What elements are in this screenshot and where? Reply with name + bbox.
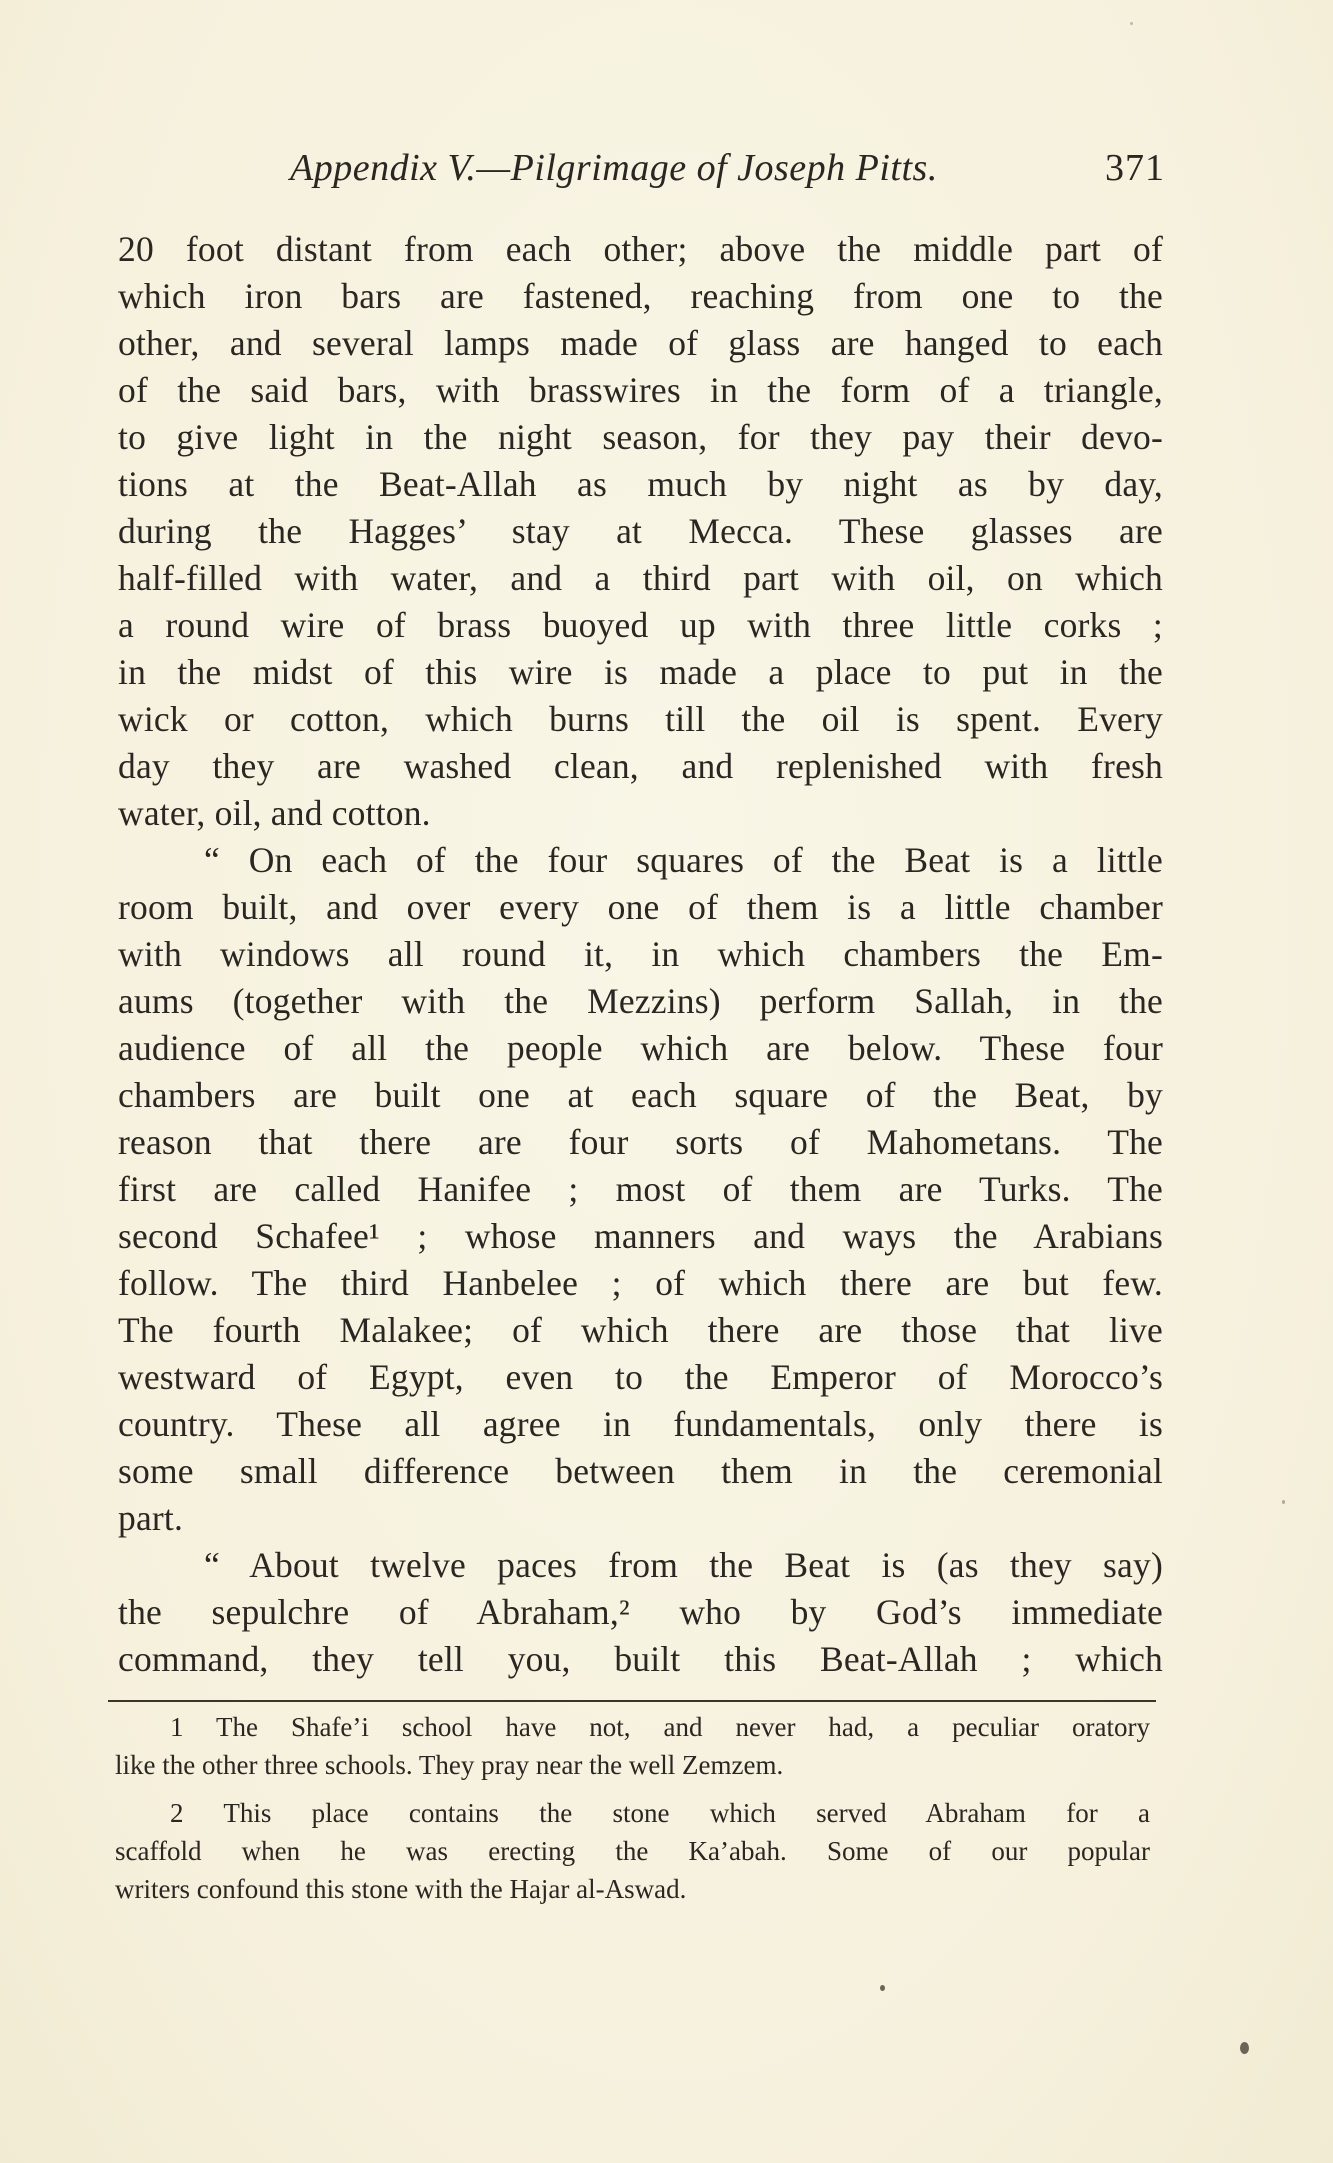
- text-line: some small difference between them in the ceremonial: [118, 1451, 1163, 1491]
- text-line: “ On each of the four squares of the Beat is a little: [204, 840, 1163, 880]
- footnotes: [115, 1708, 1150, 1908]
- text-line: other, and several lamps made of glass are hanged to each: [118, 323, 1163, 363]
- text-line: with windows all round it, in which chambers the Em-: [118, 934, 1163, 974]
- text-line: water, oil, and cotton.: [118, 793, 431, 833]
- ink-speck: [1240, 2042, 1249, 2054]
- text-line: westward of Egypt, even to the Emperor of Morocco’s: [118, 1357, 1163, 1397]
- text-line: tions at the Beat-Allah as much by night as by day,: [118, 464, 1163, 504]
- footnote-line: like the other three schools. They pray near the well Zemzem.: [115, 1750, 784, 1780]
- running-head: [120, 146, 1165, 196]
- text-line: part.: [118, 1498, 184, 1538]
- text-line: in the midst of this wire is made a place to put in the: [118, 652, 1163, 692]
- footnote-line: 2 This place contains the stone which served Abraham for a: [170, 1798, 1150, 1828]
- text-line: a round wire of brass buoyed up with three little corks ;: [118, 605, 1163, 645]
- footnote-line: writers confound this stone with the Hajar al-Aswad.: [115, 1874, 687, 1904]
- text-line: wick or cotton, which burns till the oil is spent. Every: [118, 699, 1163, 739]
- text-line: command, they tell you, built this Beat-Allah ; which: [118, 1639, 1163, 1679]
- text-line: second Schafee¹ ; whose manners and ways the Arabians: [118, 1216, 1163, 1256]
- text-line: first are called Hanifee ; most of them are Turks. The: [118, 1169, 1163, 1209]
- text-line: during the Hagges’ stay at Mecca. These glasses are: [118, 511, 1163, 551]
- text-line: the sepulchre of Abraham,² who by God’s immediate: [118, 1592, 1163, 1632]
- text-line: country. These all agree in fundamentals, only there is: [118, 1404, 1163, 1444]
- body-text: [118, 226, 1163, 1683]
- text-line: audience of all the people which are below. These four: [118, 1028, 1163, 1068]
- text-line: which iron bars are fastened, reaching from one to the: [118, 276, 1163, 316]
- text-line: half-filled with water, and a third part with oil, on which: [118, 558, 1163, 598]
- footnote-line: 1 The Shafe’i school have not, and never had, a peculiar oratory: [170, 1712, 1150, 1742]
- text-line: reason that there are four sorts of Mahometans. The: [118, 1122, 1163, 1162]
- text-line: day they are washed clean, and replenished with fresh: [118, 746, 1163, 786]
- footnote-gap: [115, 1784, 1150, 1794]
- ink-speck: [1282, 1500, 1285, 1504]
- running-title: Appendix V.—Pilgrimage of Joseph Pitts.: [290, 147, 938, 189]
- text-line: of the said bars, with brasswires in the form of a triangle,: [118, 370, 1163, 410]
- text-line: aums (together with the Mezzins) perform Sallah, in the: [118, 981, 1163, 1021]
- footnote-line: scaffold when he was erecting the Ka’abah. Some of our popular: [115, 1836, 1150, 1866]
- ink-speck: [880, 1985, 885, 1991]
- text-line: 20 foot distant from each other; above the middle part of: [118, 229, 1163, 269]
- text-line: to give light in the night season, for they pay their devo-: [118, 417, 1163, 457]
- footnote-rule: [108, 1700, 1156, 1702]
- text-line: The fourth Malakee; of which there are those that live: [118, 1310, 1163, 1350]
- text-line: follow. The third Hanbelee ; of which there are but few.: [118, 1263, 1163, 1303]
- text-line: room built, and over every one of them is a little chamber: [118, 887, 1163, 927]
- text-line: “ About twelve paces from the Beat is (as they say): [204, 1545, 1163, 1585]
- text-line: chambers are built one at each square of the Beat, by: [118, 1075, 1163, 1115]
- page-number: 371: [1105, 147, 1165, 189]
- ink-speck: [1130, 22, 1133, 25]
